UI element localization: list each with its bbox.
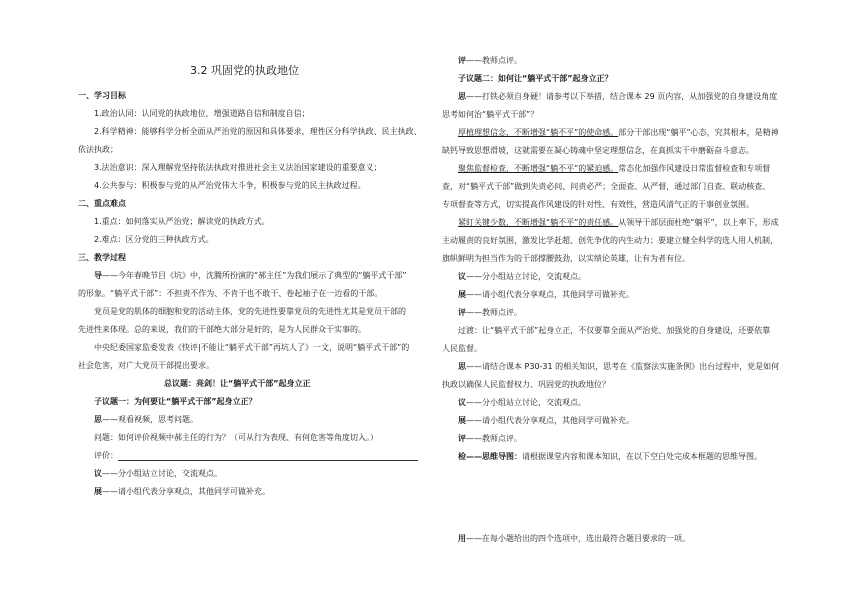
present-text-2: ——请小组代表分享观点，其他同学可做补充。 — [466, 290, 634, 299]
present-step-1 — [78, 487, 270, 497]
transition-line-2: 人民监督。 — [442, 344, 482, 353]
comment-step-0 — [442, 56, 522, 66]
measure-2-line-1 — [458, 164, 770, 174]
measure-3-line-3: 旗帜鲜明为担当作为的干部撑腰鼓劲，以实绩论英雄，让有为者有位。 — [442, 254, 690, 263]
step-label-yong: 用 — [458, 534, 466, 543]
goal-3: 3.法治意识：深入理解党坚持依法执政对推进社会主义法治国家建设的重要意义； — [94, 163, 382, 172]
question-text: 问题：如何评价视频中郝主任的行为？（可从行为表现、有何危害等角度切入。） — [94, 433, 378, 442]
measure-3-line-1 — [458, 218, 779, 228]
discuss-text-3: ——分小组站立讨论，交流观点。 — [466, 398, 586, 407]
measure-3-heading: 紧盯关键少数，不断增强“躺不平”的责任感。 — [458, 218, 619, 227]
evaluation-label: 评价： — [94, 451, 118, 460]
measure-1-text: 部分干部出现“躺平”心态，究其根本，是精神 — [618, 128, 779, 137]
goal-2-line-2: 依法执政； — [78, 145, 118, 154]
section-heading-goals: 一、学习目标 — [78, 91, 126, 100]
think-step-3-line-2: 执政以确保人民监督权力、巩固党的执政地位？ — [442, 380, 610, 389]
commission-paragraph-line-1: 中央纪委国家监委发表《快评|不能让“躺平式干部”再坑人了》一文，说明“躺平式干部”的 — [94, 343, 410, 352]
measure-2-heading: 聚焦监督检查，不断增强“躺不平”的紧迫感。 — [458, 164, 619, 173]
measure-3-text: 从领导干部层面杜绝“躺平”，以上率下，形成 — [618, 218, 779, 227]
comment-text-0: ——教师点评。 — [466, 56, 522, 65]
step-label-ping-0: 评 — [458, 56, 466, 65]
step-label-yi: 议 — [94, 469, 102, 478]
goal-1: 1.政治认同：认同党的执政地位，增强道路自信和制度自信； — [94, 109, 310, 118]
step-label-zhan-2: 展 — [458, 290, 466, 299]
present-step-2 — [458, 290, 634, 300]
comment-text-2: ——教师点评。 — [466, 308, 522, 317]
think-step-2-line-2: 思考如何治“躺平式干部”？ — [442, 110, 539, 119]
discuss-step-3 — [458, 398, 586, 408]
step-label-jian: 检——思维导图： — [458, 452, 522, 461]
measure-1-line-2: 缺钙导致思想滑坡，这就需要在凝心铸魂中坚定理想信念，在真抓实干中磨砺奋斗意志。 — [442, 146, 754, 155]
measure-3-line-2: 主动履责的良好氛围，激发比学赶超、创先争优的内生动力；要建立健全科学的选人用人机制， — [442, 236, 778, 245]
think-text-1: ——观看视频，思考问题。 — [102, 415, 198, 424]
present-step-3 — [458, 416, 634, 426]
discuss-text-1: ——分小组站立讨论，交流观点。 — [102, 469, 222, 478]
think-step-2-line-1 — [458, 92, 777, 102]
think-text-3: ——请结合课本 P30-31 的相关知识，思考在《监察法实施条例》出台过程中，党是如何 — [466, 362, 780, 371]
intro-text-1: ——今年春晚节目《坑》中，沈腾所扮演的“郝主任”为我们展示了典型的“躺平式干部” — [102, 271, 407, 280]
sub-topic-2: 子议题二：如何让“躺平式干部”起身立正？ — [458, 74, 613, 83]
goal-2-line-1: 2.科学精神：能够科学分析全面从严治党的原因和具体要求，理性区分科学执政、民主执政、 — [94, 127, 422, 136]
main-topic: 总议题：亮剑！让“躺平式干部”起身立正 — [164, 379, 311, 388]
step-label-yi-3: 议 — [458, 398, 466, 407]
practice-text: ——在每小题给出的四个选项中，选出最符合题目要求的一项。 — [466, 534, 690, 543]
step-label-dao: 导 — [94, 271, 102, 280]
measure-2-text: 常态化加强作风建设日常监督检查和专项督 — [618, 164, 771, 173]
mind-map-text: 请根据课堂内容和课本知识，在以下空白处完成本框题的思维导图。 — [522, 452, 762, 461]
discuss-text-2: ——分小组站立讨论，交流观点。 — [466, 272, 586, 281]
measure-2-line-3: 专项督查等方式，切实提高作风建设的针对性、有效性，营造风清气正的干事创业氛围。 — [442, 200, 754, 209]
step-label-zhan: 展 — [94, 487, 102, 496]
lesson-title: 3.2 巩固党的执政地位 — [190, 64, 299, 77]
discuss-step-2 — [458, 272, 586, 282]
transition-line-1: 过渡：让“躺平式干部”起身立正，不仅要靠全面从严治党、加强党的自身建设，还要依靠 — [458, 326, 771, 335]
step-label-ping-3: 评 — [458, 434, 466, 443]
think-step-3-line-1 — [458, 362, 779, 372]
discuss-step-1 — [78, 469, 222, 479]
step-label-zhan-3: 展 — [458, 416, 466, 425]
section-heading-process: 三、教学过程 — [78, 253, 126, 262]
comment-step-3 — [458, 434, 522, 444]
comment-text-3: ——教师点评。 — [466, 434, 522, 443]
comment-step-2 — [458, 308, 522, 318]
present-text-3: ——请小组代表分享观点，其他同学可做补充。 — [466, 416, 634, 425]
evaluation-blank-line[interactable] — [118, 452, 418, 461]
measure-1-heading: 厚植理想信念，不断增强“躺不平”的使命感。 — [458, 128, 619, 137]
step-label-si: 思 — [94, 415, 102, 424]
mind-map-instruction — [458, 452, 762, 462]
key-point-1: 1.重点：如何落实从严治党；解读党的执政方式。 — [94, 217, 270, 226]
step-label-si-2: 思 — [458, 92, 466, 101]
commission-paragraph-line-2: 社会危害，对广大党员干部提出要求。 — [78, 361, 214, 370]
party-paragraph-line-2: 先进性来体现。总的来说，我们的干部绝大部分是好的，是为人民群众干实事的。 — [78, 325, 366, 334]
measure-2-line-2: 查，对“躺平式干部”做到失责必问、问责必严；全面查、从严督，通过部门自查、联动核查、 — [442, 182, 771, 191]
present-text-1: ——请小组代表分享观点，其他同学可做补充。 — [102, 487, 270, 496]
think-text-2: ——打铁必须自身硬！请参考以下举措，结合课本 29 页内容，从加强党的自身建设角度 — [466, 92, 778, 101]
goal-4: 4.公共参与：积极参与党的从严治党伟大斗争，积极参与党的民主执政过程。 — [94, 181, 366, 190]
practice-instruction — [458, 534, 690, 544]
party-paragraph-line-1: 党员是党的肌体的细胞和党的活动主体，党的先进性要靠党员的先进性尤其是党员干部的 — [94, 307, 406, 316]
intro-paragraph-line-1 — [78, 271, 407, 281]
intro-paragraph-line-2: 的形象。“躺平式干部”：不担责不作为、不肯干也不敢干、卷起袖子在一边看的干部。 — [78, 289, 383, 298]
sub-topic-1: 子议题一：为何要让“躺平式干部”起身立正？ — [94, 397, 257, 406]
step-label-yi-2: 议 — [458, 272, 466, 281]
key-point-2: 2.难点：区分党的三种执政方式。 — [94, 235, 214, 244]
section-heading-key-points: 二、重点难点 — [78, 199, 126, 208]
evaluation-row — [78, 451, 418, 461]
measure-1-line-1 — [458, 128, 779, 138]
think-step-1 — [78, 415, 198, 425]
step-label-si-3: 思 — [458, 362, 466, 371]
step-label-ping-2: 评 — [458, 308, 466, 317]
